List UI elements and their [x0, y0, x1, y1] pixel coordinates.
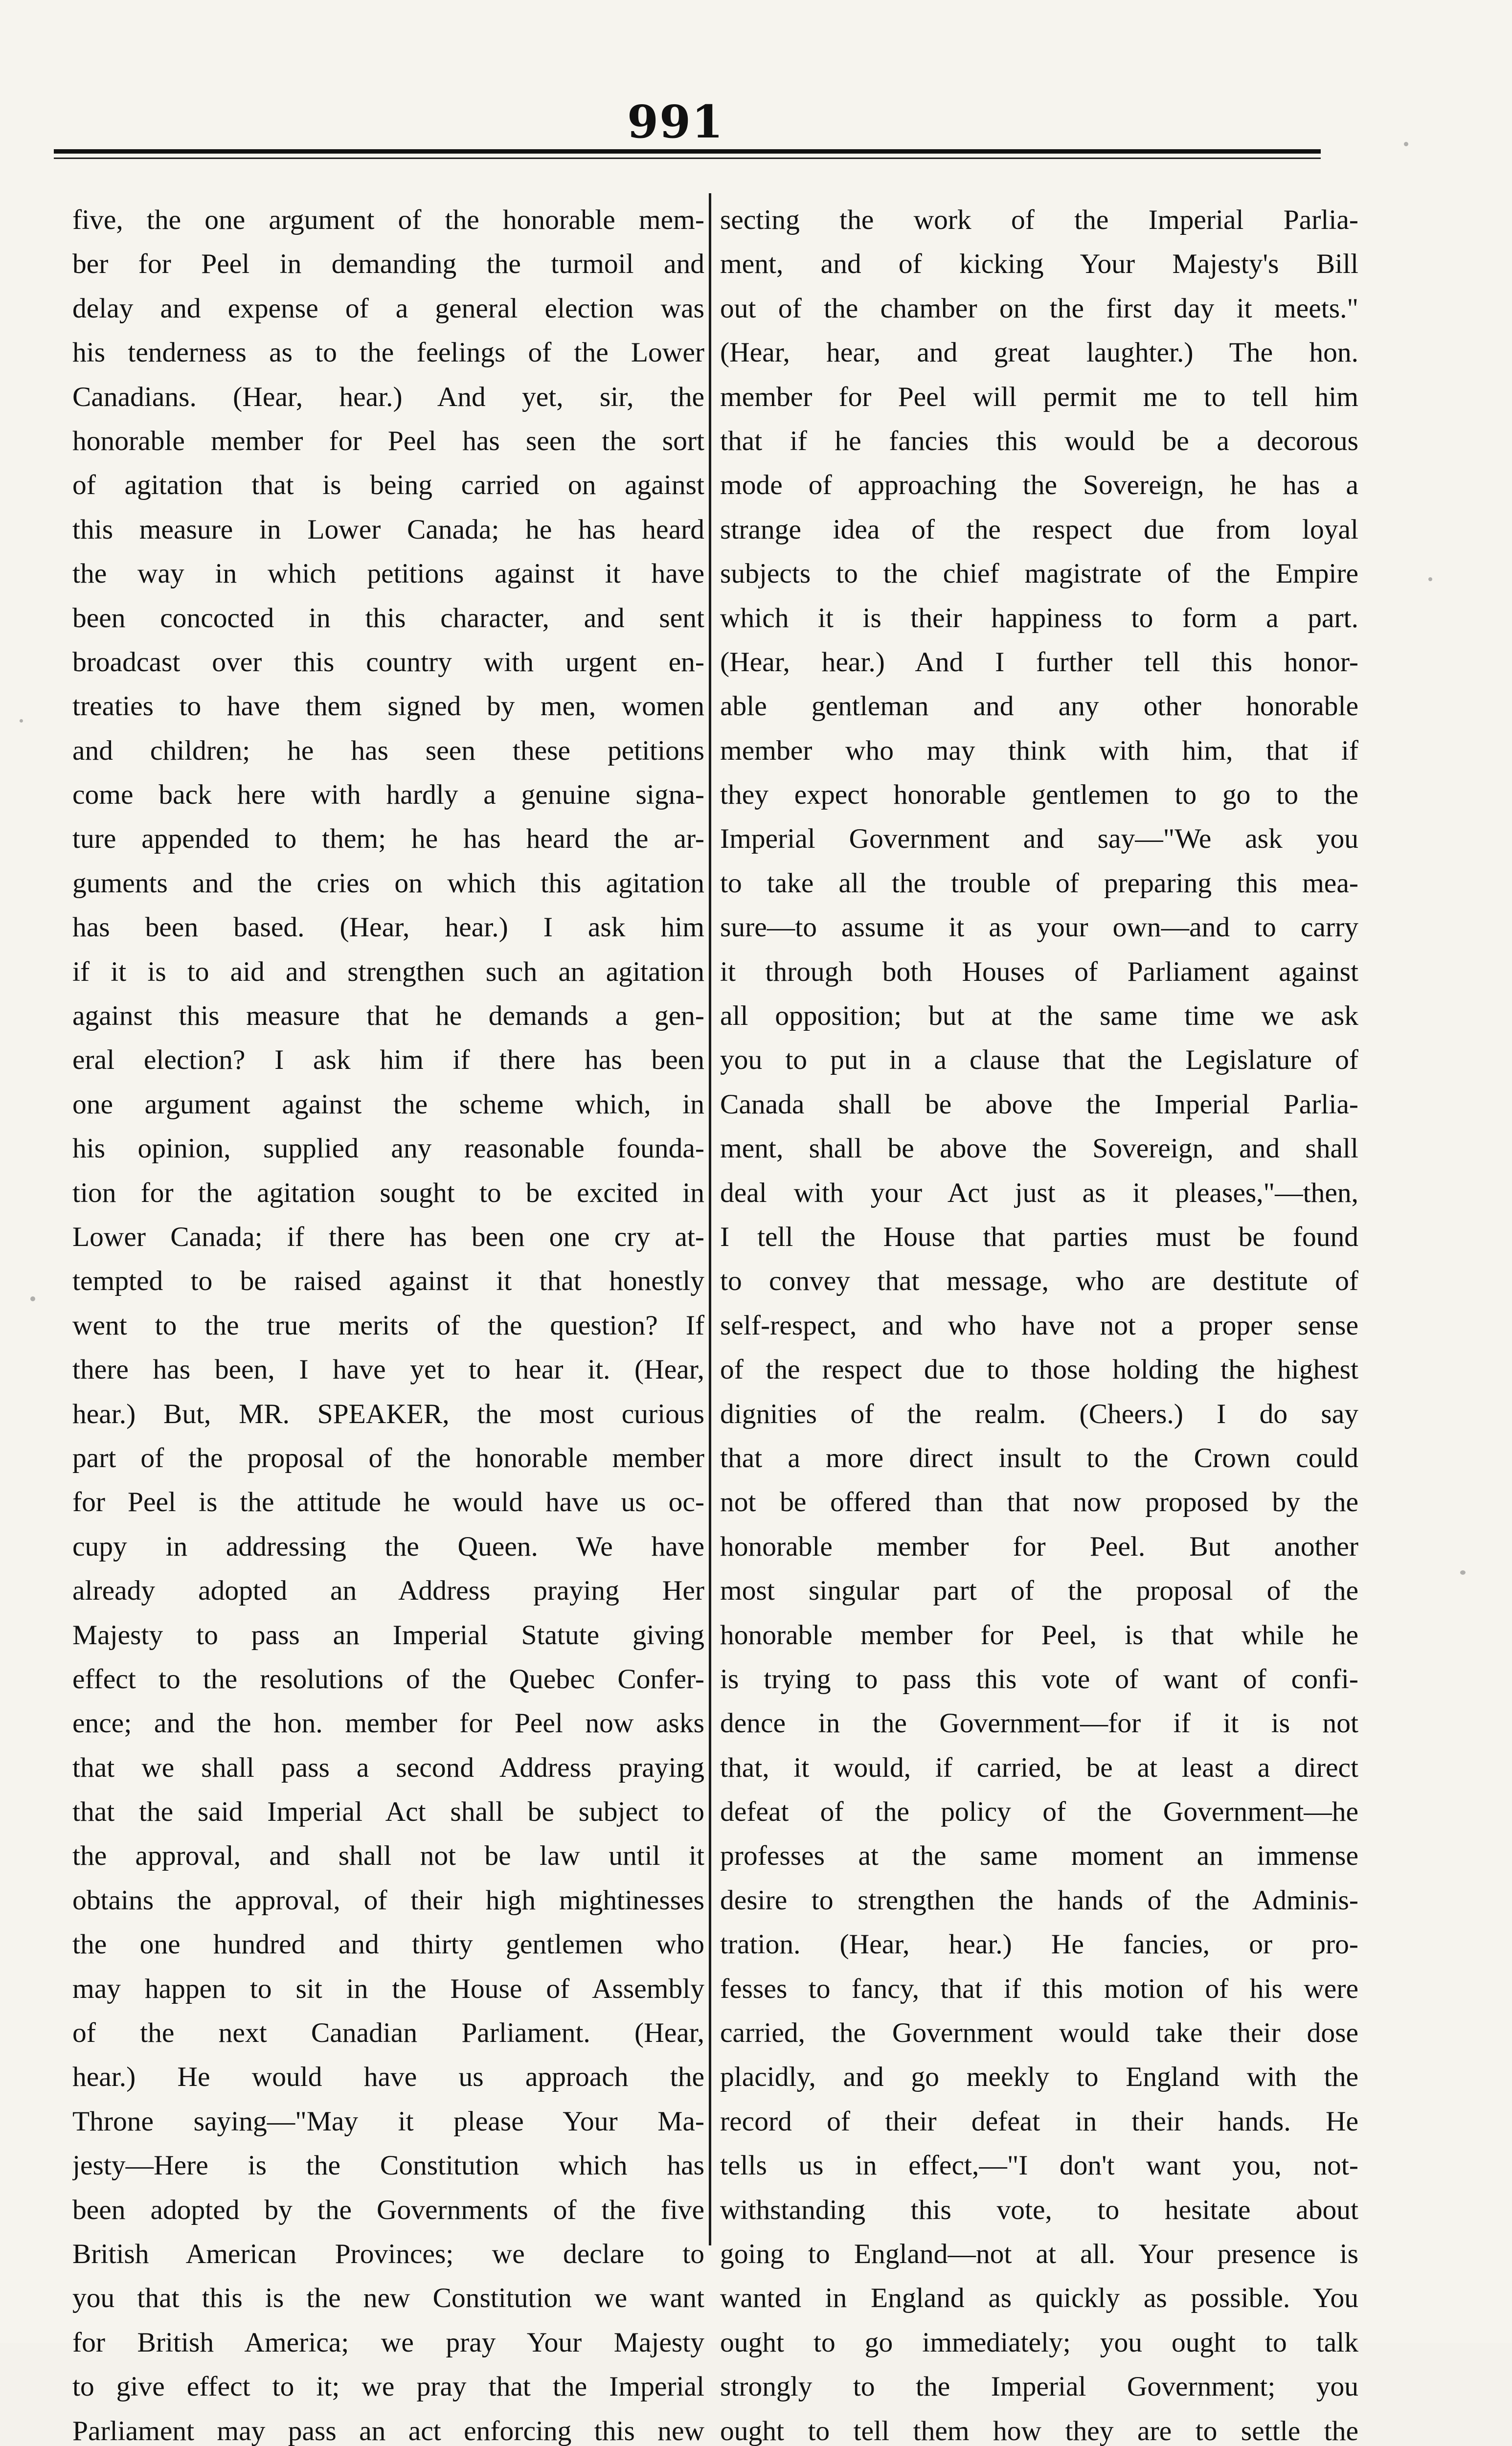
text-line: honorable member for Peel, is that while he: [720, 1619, 1358, 1651]
text-line: going to England—not at all. Your presence is: [720, 2238, 1358, 2269]
text-line: I tell the House that parties must be found: [720, 1221, 1358, 1252]
text-line: tells us in effect,—"I don't want you, not-: [720, 2150, 1358, 2181]
text-line: (Hear, hear.) And I further tell this honor-: [720, 646, 1358, 678]
text-line: dignities of the realm. (Cheers.) I do say: [720, 1398, 1358, 1429]
text-line: able gentleman and any other honorable: [720, 691, 1358, 722]
header-rule: [54, 149, 1321, 154]
text-line: tion for the agitation sought to be excited in: [72, 1177, 704, 1208]
text-line: placidly, and go meekly to England with the: [720, 2061, 1358, 2093]
text-line: strongly to the Imperial Government; you: [720, 2371, 1358, 2402]
text-line: all opposition; but at the same time we ask: [720, 1000, 1358, 1032]
text-line: sure—to assume it as your own—and to carry: [720, 912, 1358, 943]
text-line: honorable member for Peel has seen the sort: [72, 425, 704, 456]
text-line: of agitation that is being carried on against: [72, 470, 704, 501]
text-line: Canada shall be above the Imperial Parlia-: [720, 1088, 1358, 1120]
text-line: honorable member for Peel. But another: [720, 1531, 1358, 1562]
text-line: Throne saying—"May it please Your Ma-: [72, 2106, 704, 2137]
text-line: that we shall pass a second Address praying: [72, 1752, 704, 1783]
text-line: Lower Canada; if there has been one cry at-: [72, 1221, 704, 1252]
text-line: they expect honorable gentlemen to go to the: [720, 779, 1358, 811]
text-line: delay and expense of a general election was: [72, 293, 704, 324]
text-line: been adopted by the Governments of the five: [72, 2194, 704, 2225]
text-line: five, the one argument of the honorable mem-: [72, 204, 704, 235]
text-line: defeat of the policy of the Government—he: [720, 1796, 1358, 1828]
print-speck: [20, 719, 23, 723]
text-line: already adopted an Address praying Her: [72, 1575, 704, 1607]
text-line: ought to go immediately; you ought to talk: [720, 2327, 1358, 2358]
text-line: part of the proposal of the honorable member: [72, 1442, 704, 1473]
text-line: strange idea of the respect due from loyal: [720, 514, 1358, 545]
text-line: that if he fancies this would be a decorous: [720, 425, 1358, 456]
text-line: for British America; we pray Your Majesty: [72, 2327, 704, 2358]
text-line: (Hear, hear, and great laughter.) The hon.: [720, 337, 1358, 368]
text-line: his opinion, supplied any reasonable founda-: [72, 1133, 704, 1164]
text-line: you to put in a clause that the Legislature of: [720, 1044, 1358, 1076]
text-line: deal with your Act just as it pleases,"—then,: [720, 1177, 1358, 1208]
text-line: hear.) He would have us approach the: [72, 2061, 704, 2093]
text-line: has been based. (Hear, hear.) I ask him: [72, 912, 704, 943]
text-line: one argument against the scheme which, in: [72, 1088, 704, 1120]
text-line: the one hundred and thirty gentlemen who: [72, 1929, 704, 1960]
text-line: to convey that message, who are destitute of: [720, 1266, 1358, 1297]
text-line: treaties to have them signed by men, women: [72, 691, 704, 722]
text-line: that a more direct insult to the Crown could: [720, 1442, 1358, 1473]
text-line: wanted in England as quickly as possible. You: [720, 2283, 1358, 2314]
text-line: Majesty to pass an Imperial Statute giving: [72, 1619, 704, 1651]
text-line: to take all the trouble of preparing this mea-: [720, 867, 1358, 899]
page-number: 991: [627, 95, 724, 148]
print-speck: [1460, 1570, 1466, 1575]
text-line: Canadians. (Hear, hear.) And yet, sir, the: [72, 381, 704, 412]
print-speck: [1428, 577, 1432, 581]
text-line: guments and the cries on which this agitation: [72, 867, 704, 899]
text-line: jesty—Here is the Constitution which has: [72, 2150, 704, 2181]
print-speck: [1404, 142, 1408, 146]
column-divider: [709, 193, 711, 2245]
text-line: dence in the Government—for if it is not: [720, 1708, 1358, 1739]
text-line: it through both Houses of Parliament against: [720, 956, 1358, 987]
text-line: which it is their happiness to form a part.: [720, 602, 1358, 634]
text-line: that the said Imperial Act shall be subject to: [72, 1796, 704, 1828]
text-line: the way in which petitions against it have: [72, 558, 704, 589]
text-line: obtains the approval, of their high mightinesses: [72, 1884, 704, 1916]
text-line: of the next Canadian Parliament. (Hear,: [72, 2017, 704, 2049]
text-line: British American Provinces; we declare to: [72, 2238, 704, 2269]
text-line: of the respect due to those holding the highest: [720, 1354, 1358, 1385]
header-rule-thin: [54, 158, 1321, 159]
text-line: his tenderness as to the feelings of the Lower: [72, 337, 704, 368]
text-line: withstanding this vote, to hesitate about: [720, 2194, 1358, 2225]
text-line: Imperial Government and say—"We ask you: [720, 823, 1358, 855]
text-line: hear.) But, MR. SPEAKER, the most curious: [72, 1398, 704, 1429]
text-line: been concocted in this character, and sent: [72, 602, 704, 634]
text-line: record of their defeat in their hands. He: [720, 2106, 1358, 2137]
text-line: is trying to pass this vote of want of confi-: [720, 1663, 1358, 1695]
text-line: if it is to aid and strengthen such an agitation: [72, 956, 704, 987]
text-line: for Peel is the attitude he would have us oc-: [72, 1487, 704, 1518]
text-line: member for Peel will permit me to tell him: [720, 381, 1358, 412]
text-line: professes at the same moment an immense: [720, 1840, 1358, 1872]
text-line: mode of approaching the Sovereign, he has a: [720, 470, 1358, 501]
left-column: [72, 198, 704, 2446]
text-line: went to the true merits of the question? If: [72, 1310, 704, 1341]
text-line: cupy in addressing the Queen. We have: [72, 1531, 704, 1562]
text-line: come back here with hardly a genuine signa-: [72, 779, 704, 811]
text-line: this measure in Lower Canada; he has heard: [72, 514, 704, 545]
text-line: there has been, I have yet to hear it. (Hear,: [72, 1354, 704, 1385]
text-line: tempted to be raised against it that honestly: [72, 1266, 704, 1297]
text-line: eral election? I ask him if there has been: [72, 1044, 704, 1076]
text-line: self-respect, and who have not a proper sense: [720, 1310, 1358, 1341]
text-line: tration. (Hear, hear.) He fancies, or pro-: [720, 1929, 1358, 1960]
text-line: fesses to fancy, that if this motion of his were: [720, 1973, 1358, 2004]
text-line: ber for Peel in demanding the turmoil and: [72, 249, 704, 280]
text-line: Parliament may pass an act enforcing this new: [72, 2415, 704, 2446]
text-line: and children; he has seen these petitions: [72, 735, 704, 766]
text-line: ture appended to them; he has heard the ar-: [72, 823, 704, 855]
text-line: out of the chamber on the first day it meets.": [720, 293, 1358, 324]
text-line: that, it would, if carried, be at least a direct: [720, 1752, 1358, 1783]
text-line: subjects to the chief magistrate of the Empire: [720, 558, 1358, 589]
text-line: ment, shall be above the Sovereign, and shall: [720, 1133, 1358, 1164]
text-line: member who may think with him, that if: [720, 735, 1358, 766]
text-line: you that this is the new Constitution we want: [72, 2283, 704, 2314]
text-line: ought to tell them how they are to settle the: [720, 2415, 1358, 2446]
text-line: effect to the resolutions of the Quebec Confer-: [72, 1663, 704, 1695]
text-line: ment, and of kicking Your Majesty's Bill: [720, 249, 1358, 280]
text-line: most singular part of the proposal of the: [720, 1575, 1358, 1607]
text-line: desire to strengthen the hands of the Adminis-: [720, 1884, 1358, 1916]
text-line: ence; and the hon. member for Peel now asks: [72, 1708, 704, 1739]
text-line: against this measure that he demands a gen-: [72, 1000, 704, 1032]
text-line: broadcast over this country with urgent en-: [72, 646, 704, 678]
print-speck: [30, 1296, 35, 1301]
text-line: not be offered than that now proposed by the: [720, 1487, 1358, 1518]
text-line: the approval, and shall not be law until it: [72, 1840, 704, 1872]
text-line: secting the work of the Imperial Parlia-: [720, 204, 1358, 235]
text-line: to give effect to it; we pray that the Imperial: [72, 2371, 704, 2402]
text-line: may happen to sit in the House of Assembly: [72, 1973, 704, 2004]
right-column: [720, 198, 1358, 2446]
text-line: carried, the Government would take their dose: [720, 2017, 1358, 2049]
